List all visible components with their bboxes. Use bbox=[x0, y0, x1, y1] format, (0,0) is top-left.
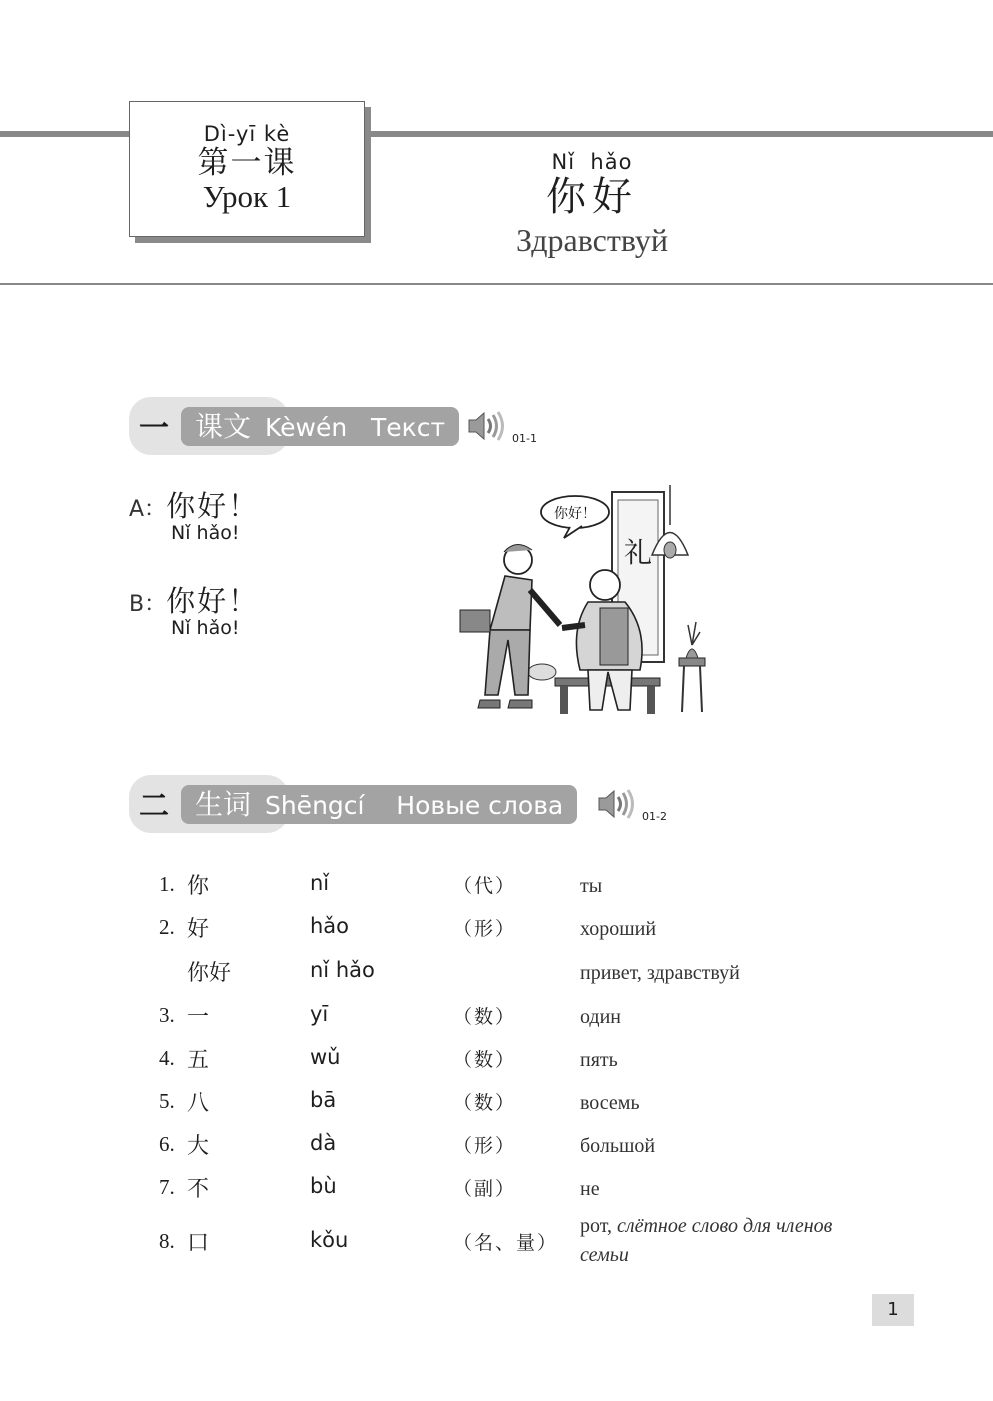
lesson-pinyin: Dì-yī kè bbox=[203, 122, 291, 146]
vocab-hanzi: 不 bbox=[187, 1177, 210, 1202]
svg-text:礼: 礼 bbox=[624, 536, 653, 569]
lesson-number-box bbox=[129, 101, 365, 237]
speaker-icon[interactable] bbox=[466, 408, 508, 444]
vocab-translation: пять bbox=[580, 1049, 618, 1071]
title-pinyin: Nǐ hǎo bbox=[551, 150, 633, 174]
vocab-translation: не bbox=[580, 1178, 600, 1200]
speaker-label-a: A： bbox=[129, 497, 167, 522]
vocab-row: 1. 你 nǐ （代） ты bbox=[159, 869, 879, 899]
vocab-hanzi: 口 bbox=[187, 1231, 210, 1256]
lesson-chinese: 第一课 bbox=[197, 145, 297, 181]
section-title-bar bbox=[181, 407, 459, 446]
vocab-row: 7. 不 bù （副） не bbox=[159, 1172, 879, 1202]
section-title-pinyin: Shēngcí bbox=[264, 791, 365, 820]
section-number: 二 bbox=[139, 789, 169, 824]
section-title-russian: Новые слова bbox=[396, 791, 564, 820]
vocab-row: 4. 五 wǔ （数） пять bbox=[159, 1043, 879, 1073]
vocab-row: 3. 一 yī （数） один bbox=[159, 1000, 879, 1030]
vocab-row: 6. 大 dà （形） большой bbox=[159, 1129, 879, 1159]
dialog-pinyin-a: Nǐ hǎo! bbox=[171, 522, 240, 544]
section-title-chinese: 生词 bbox=[195, 788, 252, 821]
audio-track-label: 01-2 bbox=[642, 810, 667, 823]
vocab-pos: （副） bbox=[453, 1178, 517, 1200]
speaker-label-b: B： bbox=[129, 592, 167, 617]
vocab-translation: привет, здравствуй bbox=[580, 962, 740, 984]
lesson-title bbox=[480, 150, 704, 260]
vocab-row: 5. 八 bā （数） восемь bbox=[159, 1086, 879, 1116]
vocab-pinyin: nǐ hǎo bbox=[310, 958, 375, 982]
vocab-hanzi: 大 bbox=[187, 1134, 210, 1159]
vocab-translation: большой bbox=[580, 1135, 656, 1157]
vocab-pinyin: kǒu bbox=[310, 1228, 349, 1252]
vocab-pinyin: bā bbox=[310, 1088, 337, 1112]
section-vocab-header bbox=[129, 775, 579, 825]
vocab-hanzi: 一 bbox=[187, 1005, 210, 1030]
vocab-hanzi: 你 bbox=[187, 874, 210, 899]
header-bottom-rule bbox=[0, 283, 993, 285]
section-number: 一 bbox=[139, 411, 169, 446]
greeting-illustration bbox=[450, 480, 720, 730]
vocab-row: 2. 好 hǎo （形） хороший bbox=[159, 912, 879, 942]
vocab-pinyin: dà bbox=[310, 1131, 337, 1155]
vocab-pinyin: bù bbox=[310, 1174, 337, 1198]
section-title-chinese: 课文 bbox=[195, 410, 252, 443]
vocab-pos: （数） bbox=[453, 1092, 517, 1114]
vocab-row bbox=[159, 956, 879, 986]
dialog-chinese-b: 你好！ bbox=[166, 584, 260, 618]
vocab-hanzi: 你好 bbox=[187, 961, 232, 986]
vocab-hanzi: 八 bbox=[187, 1091, 210, 1116]
vocab-pos: （形） bbox=[453, 1135, 517, 1157]
vocab-pinyin: hǎo bbox=[310, 914, 350, 938]
vocab-pinyin: wǔ bbox=[310, 1045, 341, 1069]
vocab-pos: （数） bbox=[453, 1006, 517, 1028]
vocab-hanzi: 五 bbox=[187, 1048, 210, 1073]
vocab-row: 8. 口 kǒu （名、量） рот, слётное слово для членов семьи bbox=[159, 1226, 879, 1286]
section-title-bar bbox=[181, 785, 577, 824]
dialog-line-b bbox=[129, 579, 259, 620]
vocab-pos: （形） bbox=[453, 918, 517, 940]
audio-track-label: 01-1 bbox=[512, 432, 537, 445]
vocab-pos: （代） bbox=[453, 875, 517, 897]
bubble-text: 你好！ bbox=[554, 506, 596, 522]
title-russian: Здравствуй bbox=[516, 222, 668, 258]
vocab-translation: один bbox=[580, 1006, 622, 1028]
dialog-pinyin-b: Nǐ hǎo! bbox=[171, 617, 240, 639]
title-chinese: 你好 bbox=[546, 174, 638, 220]
vocab-pinyin: nǐ bbox=[310, 871, 330, 895]
speaker-icon[interactable] bbox=[596, 786, 638, 822]
vocab-pinyin: yī bbox=[310, 1002, 329, 1026]
section-text-header bbox=[129, 397, 449, 447]
vocab-hanzi: 好 bbox=[187, 917, 210, 942]
vocab-translation: ты bbox=[580, 875, 603, 897]
dialog-line-a bbox=[129, 484, 259, 525]
lesson-russian: Урок 1 bbox=[202, 179, 292, 214]
vocab-translation: рот, слётное слово для членов семьи bbox=[580, 1215, 833, 1266]
section-title-russian: Текст bbox=[371, 413, 446, 442]
section-title-pinyin: Kèwén bbox=[264, 413, 348, 442]
page-number: 1 bbox=[872, 1294, 914, 1326]
vocab-translation: хороший bbox=[580, 918, 657, 940]
dialog-chinese-a: 你好！ bbox=[166, 489, 260, 523]
vocab-pos: （数） bbox=[453, 1049, 517, 1071]
vocab-translation: восемь bbox=[580, 1092, 640, 1114]
vocab-pos: （名、量） bbox=[453, 1232, 559, 1254]
